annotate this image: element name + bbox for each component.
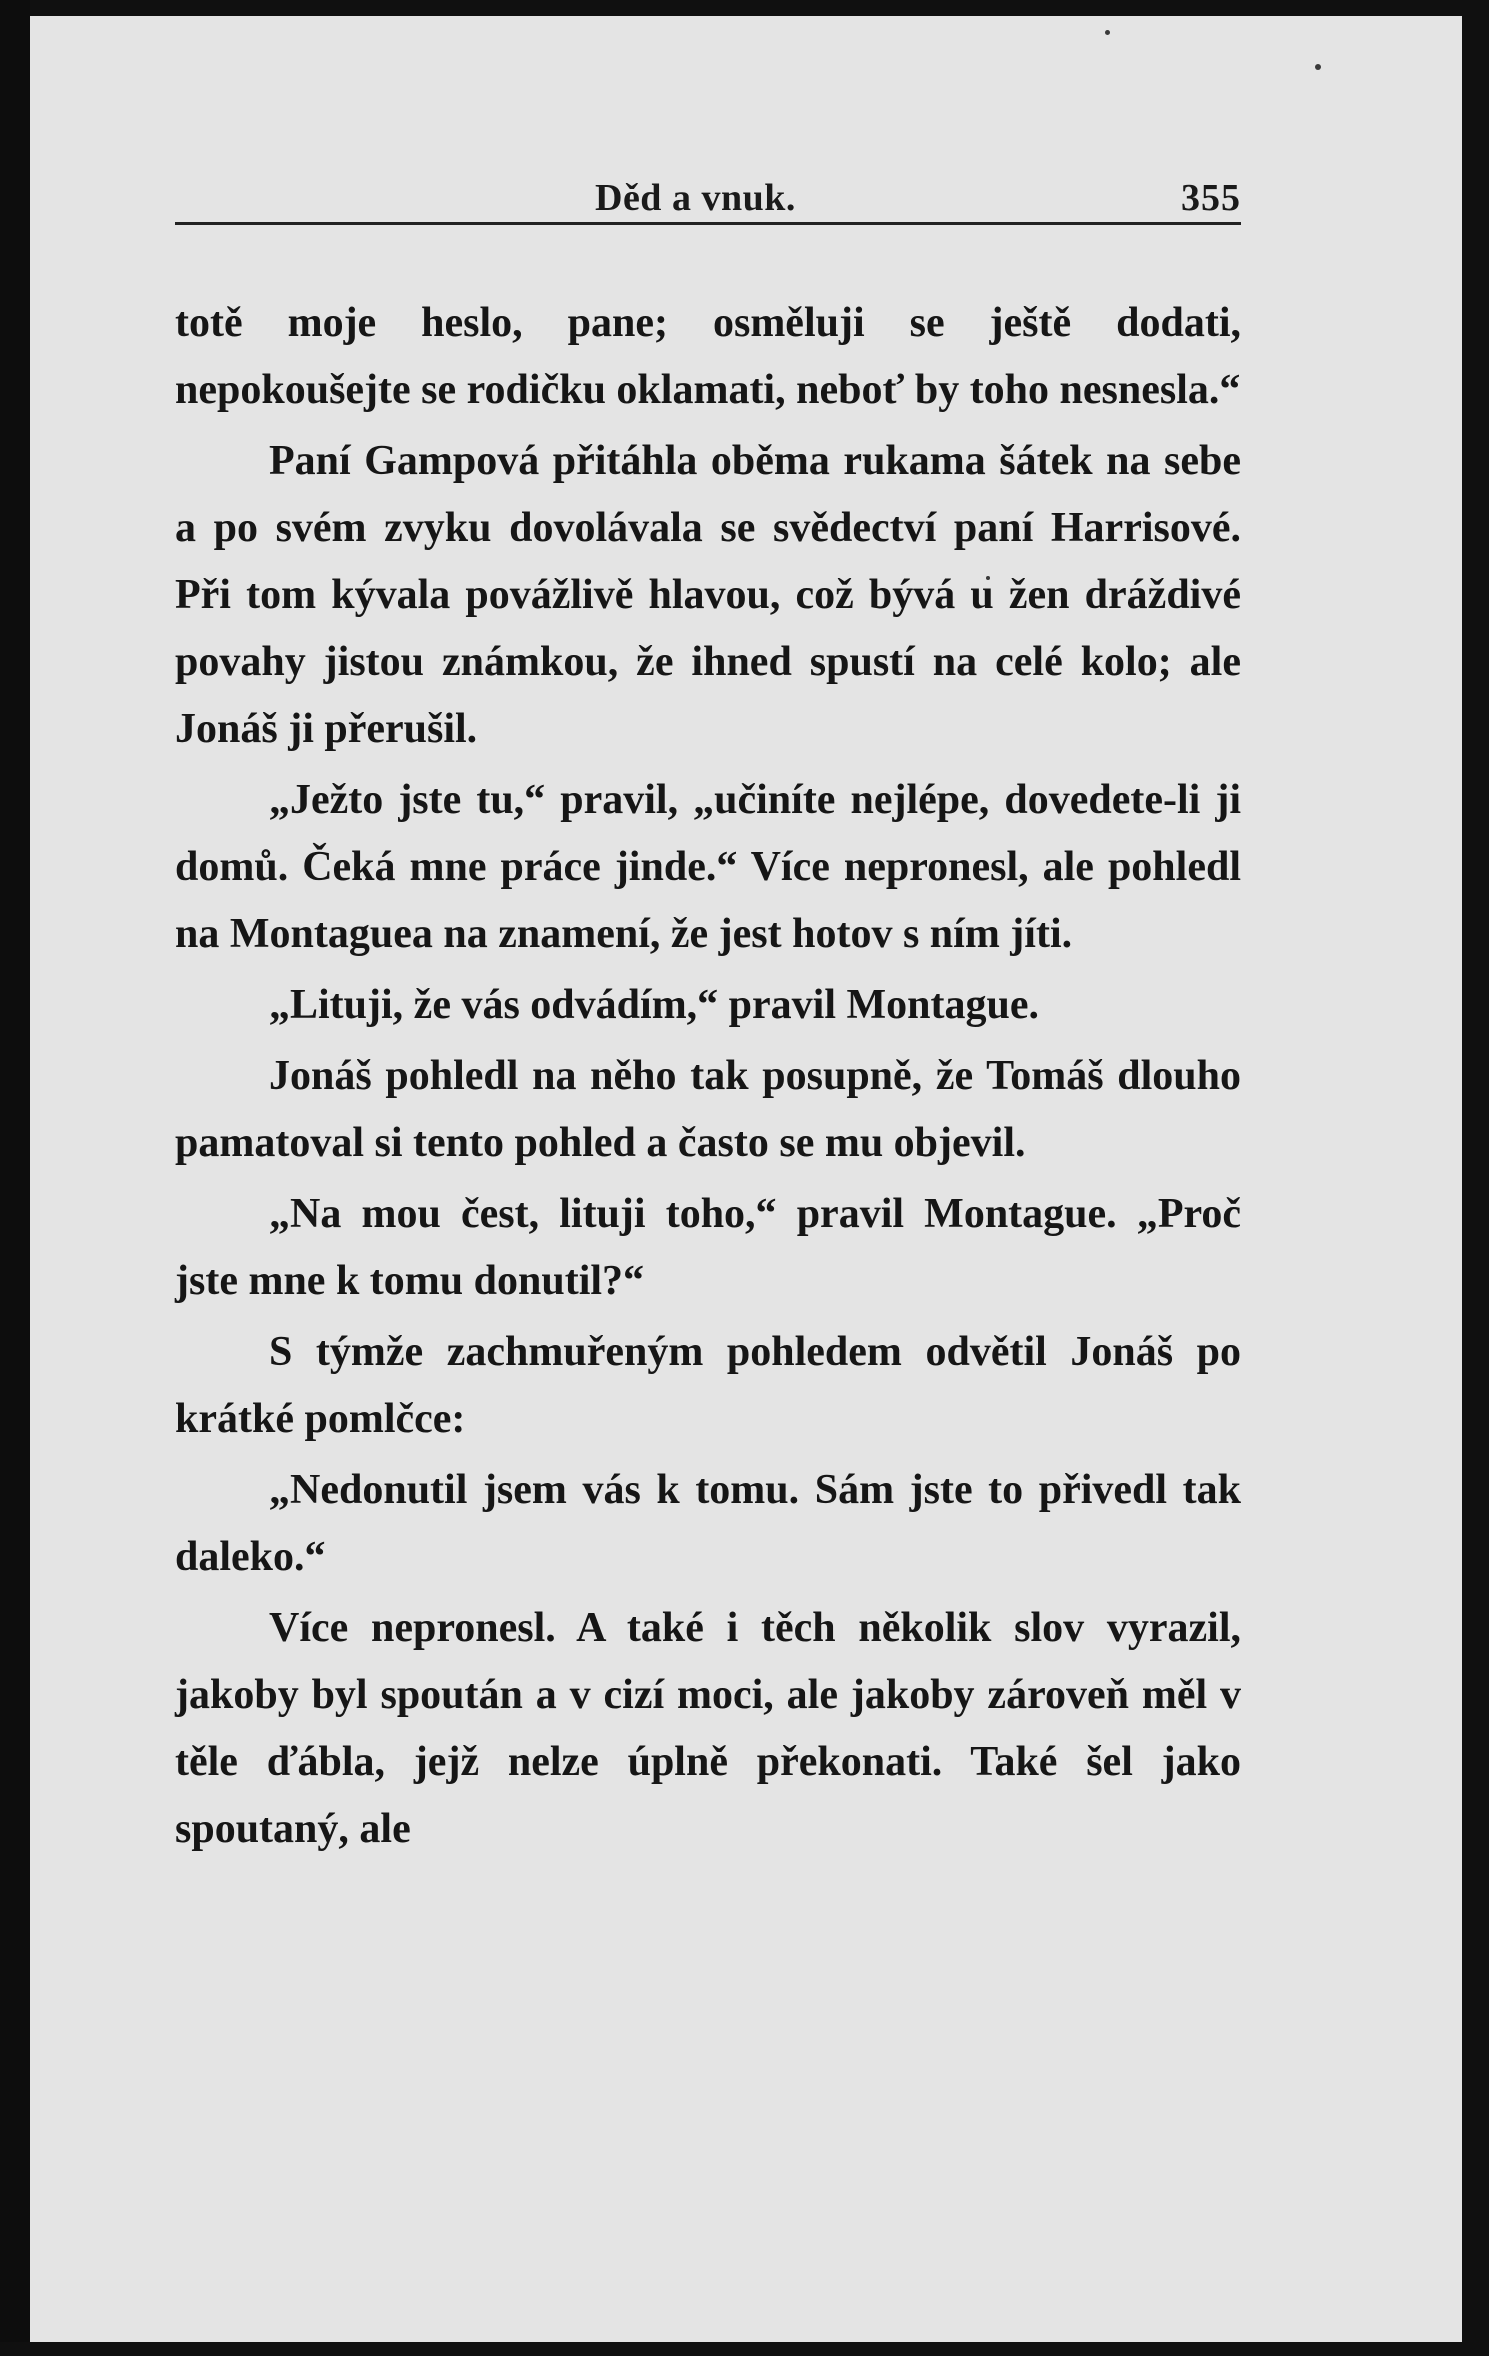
scan-border-top xyxy=(0,0,1489,16)
running-header xyxy=(175,158,1241,222)
paragraph: S týmže zachmuřeným pohledem odvětil Jonáš po krátké pomlčce: xyxy=(175,1329,1241,1442)
body-text xyxy=(175,290,1241,1867)
paragraph: „Ježto jste tu,“ pravil, „učiníte nejlépe, dovedete-li ji domů. Čeká mne práce jinde.“ Více nepronesl, ale pohledl na Montaguea na znamení, že jest hotov s ním jíti. xyxy=(175,777,1241,957)
dust-speck xyxy=(1315,64,1321,70)
paragraph: Paní Gampová přitáhla oběma rukama šátek na sebe a po svém zvyku dovolávala se svědectví paní Harrisové. Při tom kývala povážlivě hlavou, což bývá u žen dráždivé povahy jistou známkou, že ihned spustí na celé kolo; ale Jonáš ji přerušil. xyxy=(175,438,1241,752)
paragraph: Jonáš pohledl na něho tak posupně, že Tomáš dlouho pamatoval si tento pohled a často se mu objevil. xyxy=(175,1053,1241,1166)
paragraph: „Na mou čest, lituji toho,“ pravil Montague. „Proč jste mne k tomu donutil?“ xyxy=(175,1191,1241,1304)
dust-speck xyxy=(1105,30,1110,35)
scan-border-left xyxy=(0,0,30,2356)
paragraph: „Lituji, že vás odvádím,“ pravil Montague. xyxy=(269,982,1040,1028)
scan-border-right xyxy=(1462,0,1489,2356)
header-rule xyxy=(175,222,1241,225)
paragraph: „Nedonutil jsem vás k tomu. Sám jste to přivedl tak daleko.“ xyxy=(175,1467,1241,1580)
page-number: 355 xyxy=(1181,177,1241,219)
running-title: Děd a vnuk. xyxy=(595,177,796,219)
paragraph: totě moje heslo, pane; osměluji se ještě dodati, nepokoušejte se rodičku oklamati, neboť by toho nesnesla.“ xyxy=(175,300,1241,413)
scan-border-bottom xyxy=(0,2342,1489,2356)
paragraph: Více nepronesl. A také i těch několik slov vyrazil, jakoby byl spoután a v cizí moci, ale jakoby zároveň měl v těle ďábla, jejž nelze úplně překonati. Také šel jako spoutaný, ale xyxy=(175,1605,1241,1852)
